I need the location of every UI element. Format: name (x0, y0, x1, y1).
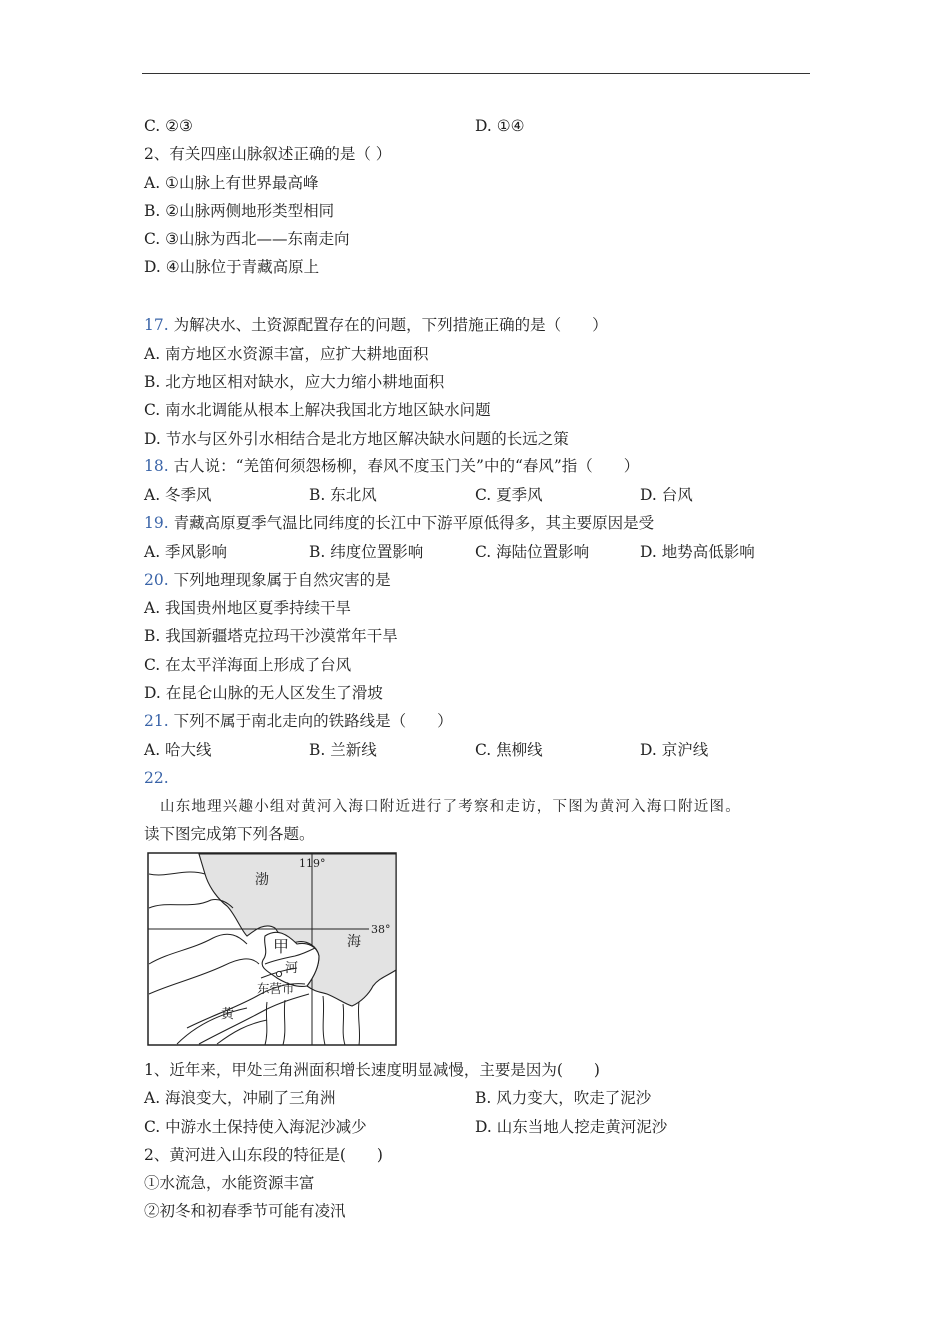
question-number: 17. (144, 316, 169, 334)
question-stem: 2、黄河进入山东段的特征是( ) (144, 1146, 383, 1164)
option-d[interactable]: D. ④山脉位于青藏高原上 (144, 258, 320, 276)
question-number: 19. (144, 514, 169, 532)
option-b[interactable]: B. 风力变大，吹走了泥沙 (475, 1089, 652, 1107)
option-b[interactable]: B. 纬度位置影响 (309, 543, 424, 561)
yellow-river-estuary-map (147, 852, 397, 1046)
option-d[interactable]: D. 地势高低影响 (640, 543, 755, 561)
header-rule (142, 73, 810, 74)
question-21 (144, 711, 453, 731)
option-a[interactable]: A. 海浪变大，冲刷了三角洲 (144, 1089, 336, 1107)
label-he: 河 (285, 961, 299, 976)
label-jia: 甲 (273, 937, 290, 956)
question-stem: 2、有关四座山脉叙述正确的是（ ） (144, 145, 392, 163)
option-c[interactable]: C. ③山脉为西北——东南走向 (144, 230, 350, 248)
option-c[interactable]: C. 南水北调能从根本上解决我国北方地区缺水问题 (144, 401, 491, 419)
option-a[interactable]: A. 我国贵州地区夏季持续干旱 (144, 599, 352, 617)
option-d[interactable]: D. 节水与区外引水相结合是北方地区解决缺水问题的长远之策 (144, 430, 569, 448)
question-number: 18. (144, 457, 169, 475)
option-d[interactable]: D. 台风 (640, 486, 693, 504)
question-stem: 为解决水、土资源配置存在的问题，下列措施正确的是（ ） (173, 316, 608, 334)
question-number: 22. (144, 769, 169, 787)
question-intro-2: 读下图完成第下列各题。 (144, 825, 315, 843)
option-row (144, 1088, 652, 1108)
question-stem: 下列不属于南北走向的铁路线是（ ） (173, 712, 453, 730)
label-huang: 黄 (221, 1007, 235, 1022)
option-row (144, 542, 755, 562)
option-row (144, 485, 693, 505)
option-b[interactable]: B. 我国新疆塔克拉玛干沙漠常年干旱 (144, 627, 398, 645)
statement-1: ①水流急，水能资源丰富 (144, 1174, 315, 1192)
option-a[interactable]: A. 冬季风 (144, 486, 212, 504)
question-stem: 古人说：“羌笛何须怨杨柳，春风不度玉门关”中的“春风”指（ ） (173, 457, 640, 475)
option-a[interactable]: A. 南方地区水资源丰富，应扩大耕地面积 (144, 345, 429, 363)
question-stem: 下列地理现象属于自然灾害的是 (173, 571, 391, 589)
option-c[interactable]: C. 夏季风 (475, 486, 543, 504)
question-intro: 山东地理兴趣小组对黄河入海口附近进行了考察和走访，下图为黄河入海口附近图。 (160, 799, 741, 815)
statement-2: ②初冬和初春季节可能有凌汛 (144, 1202, 346, 1220)
option-row (144, 1117, 668, 1137)
option-c[interactable]: C. ②③ (144, 117, 193, 135)
city-marker (276, 971, 281, 976)
option-c[interactable]: C. 中游水土保持使入海泥沙减少 (144, 1118, 367, 1136)
option-c[interactable]: C. 在太平洋海面上形成了台风 (144, 656, 352, 674)
option-b[interactable]: B. 东北风 (309, 486, 377, 504)
option-row (144, 116, 525, 136)
question-number: 21. (144, 712, 169, 730)
question-stem: 青藏高原夏季气温比同纬度的长江中下游平原低得多，其主要原因是受 (173, 514, 655, 532)
option-d[interactable]: D. 在昆仑山脉的无人区发生了滑坡 (144, 684, 383, 702)
question-17 (144, 315, 608, 335)
question-20 (144, 570, 391, 590)
question-22-number (144, 768, 169, 788)
option-d[interactable]: D. 京沪线 (640, 741, 709, 759)
option-d[interactable]: D. 山东当地人挖走黄河泥沙 (475, 1118, 668, 1136)
option-a[interactable]: A. 哈大线 (144, 741, 212, 759)
option-a[interactable]: A. ①山脉上有世界最高峰 (144, 174, 319, 192)
question-18 (144, 456, 639, 476)
latitude-label: 38° (371, 923, 391, 936)
option-b[interactable]: B. 北方地区相对缺水，应大力缩小耕地面积 (144, 373, 445, 391)
longitude-label: 119° (299, 857, 326, 870)
sea-label-bo: 渤 (255, 872, 269, 888)
sea-label-hai: 海 (347, 934, 361, 950)
option-b[interactable]: B. 兰新线 (309, 741, 377, 759)
question-stem: 1、近年来，甲处三角洲面积增长速度明显减慢，主要是因为( ) (144, 1061, 600, 1079)
option-c[interactable]: C. 海陆位置影响 (475, 543, 590, 561)
option-d[interactable]: D. ①④ (475, 117, 525, 135)
question-number: 20. (144, 571, 169, 589)
option-b[interactable]: B. ②山脉两侧地形类型相同 (144, 202, 335, 220)
question-19 (144, 513, 654, 533)
option-a[interactable]: A. 季风影响 (144, 543, 228, 561)
option-c[interactable]: C. 焦柳线 (475, 741, 543, 759)
label-city: 东营市 (257, 981, 295, 996)
option-row (144, 740, 709, 760)
